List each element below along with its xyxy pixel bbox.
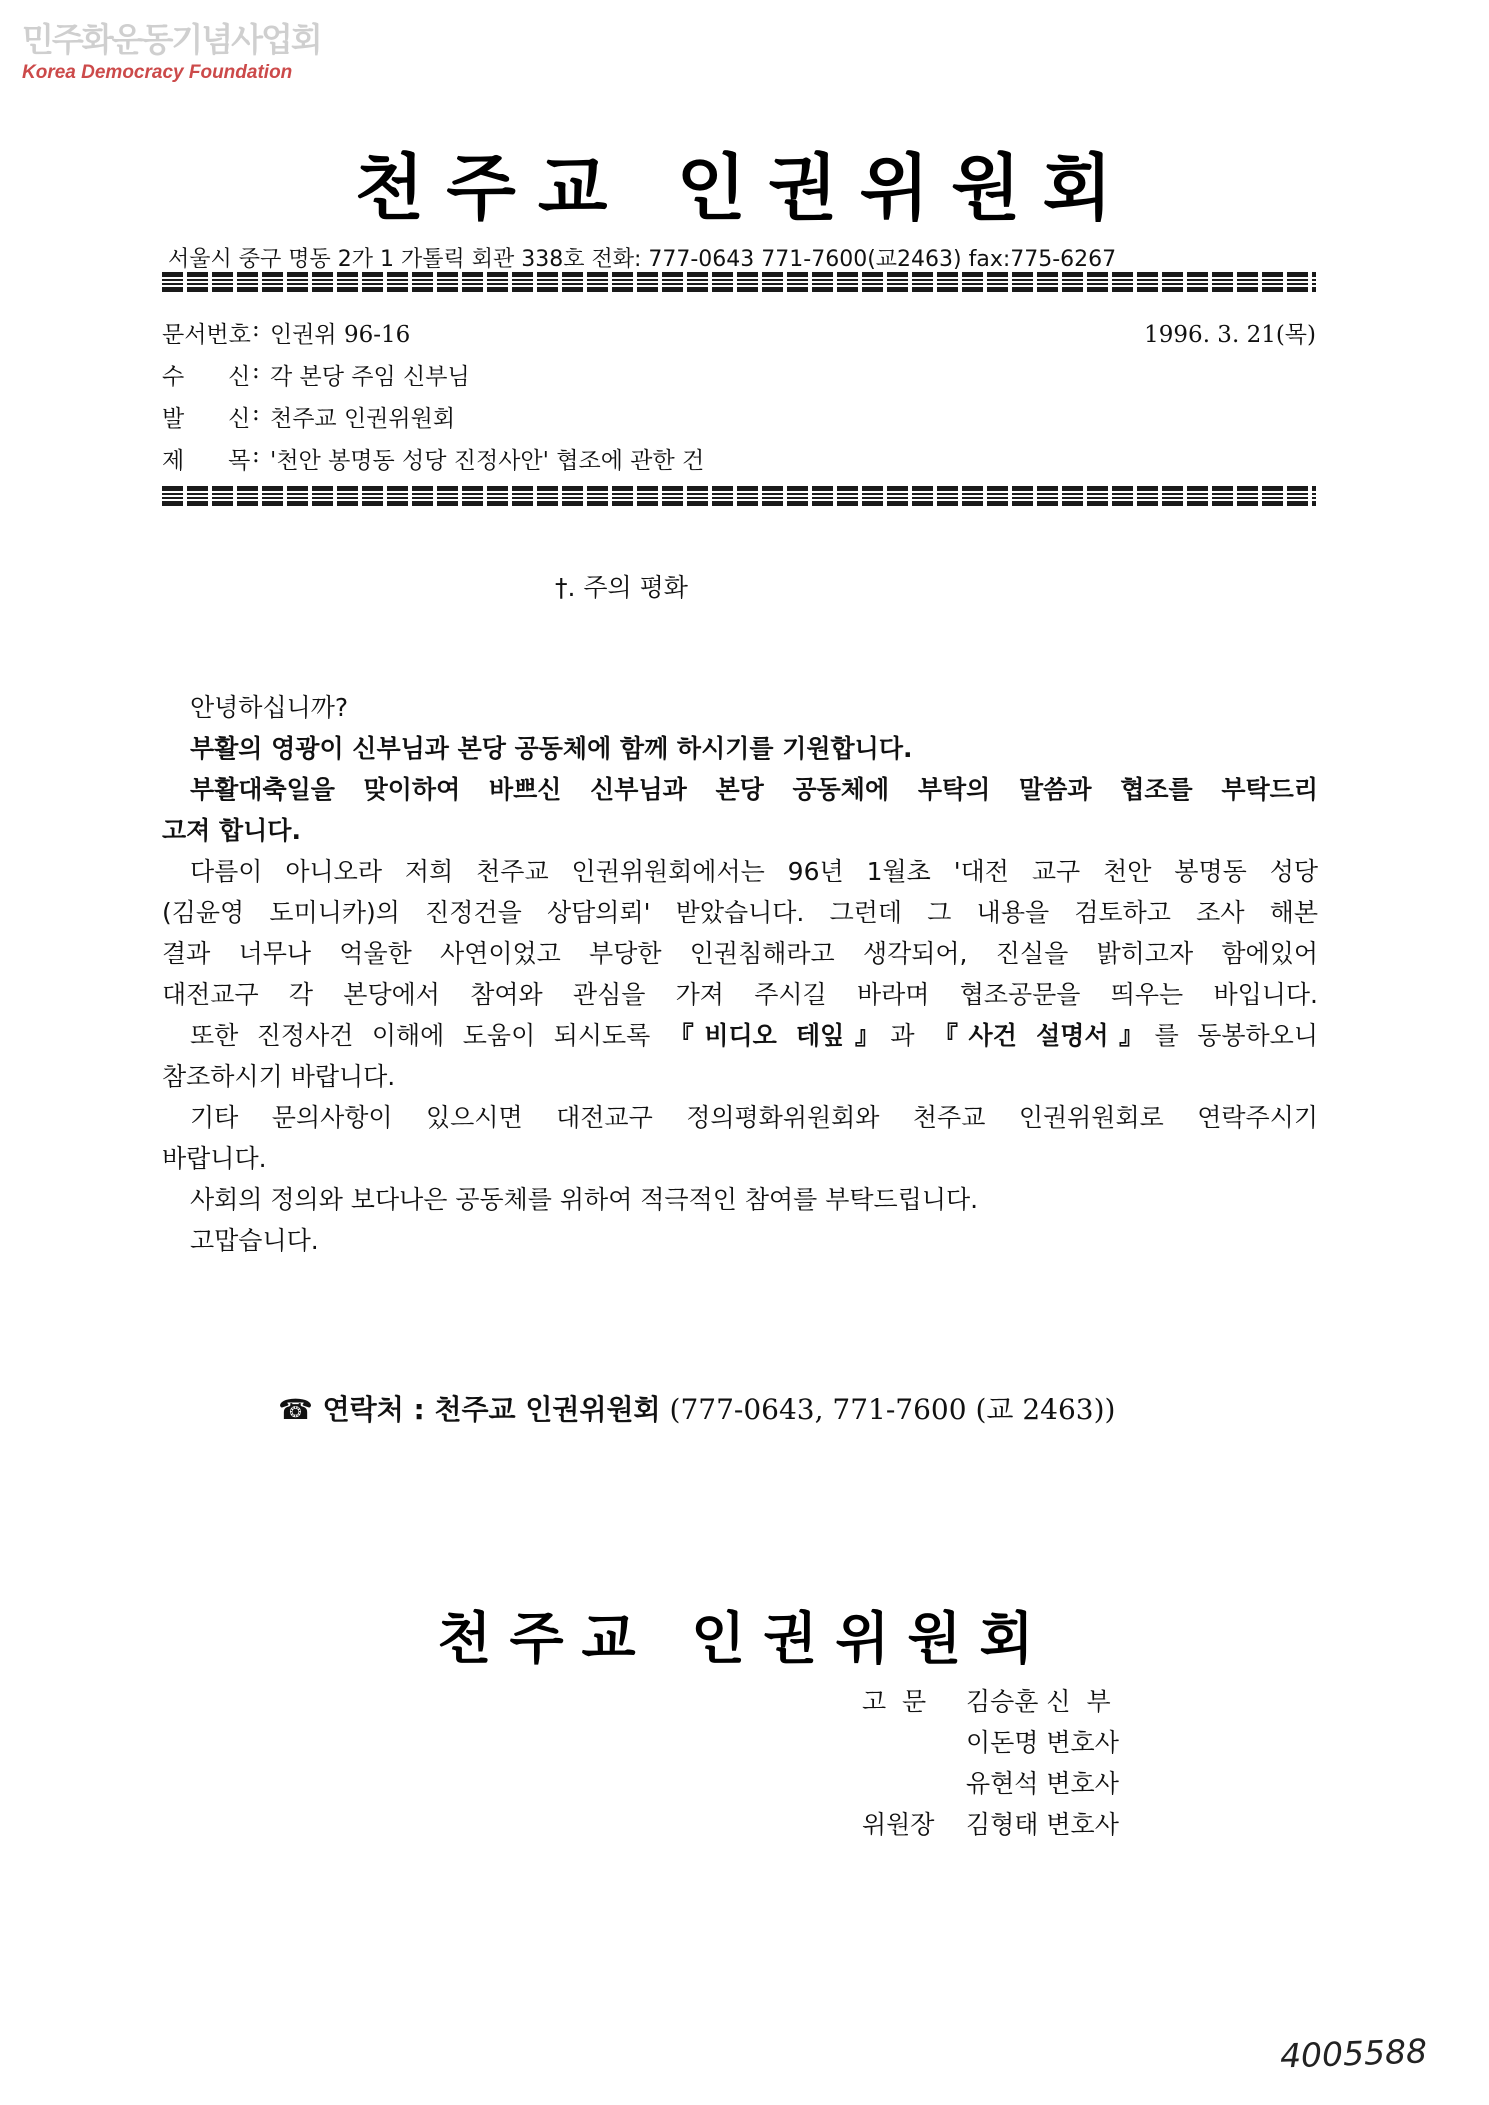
body-line	[190, 1016, 1318, 1052]
body-line: 기타 문의사항이 있으시면 대전교구 정의평화위원회와 천주교 인권위원회로 연락주시기	[190, 1103, 1318, 1132]
subject: '천안 봉명동 성당 진정사안' 협조에 관한 건	[270, 448, 705, 474]
signatory-name: 김승훈 신 부	[966, 1687, 1111, 1716]
body-line: 부활대축일을 맞이하여 바쁘신 신부님과 본당 공동체에 부탁의 말씀과 협조를 부탁드리	[190, 775, 1318, 804]
case-description-ref: 『사건 설명서』	[933, 1021, 1155, 1050]
signatory-name: 유현석 변호사	[966, 1769, 1119, 1798]
subject-label: 제 목	[162, 448, 251, 474]
signatory-name: 김형태 변호사	[966, 1810, 1119, 1839]
body-line: 다름이 아니오라 저희 천주교 인권위원회에서는 96년 1월초 '대전 교구 천안 봉명동 성당	[190, 857, 1318, 886]
colon: :	[252, 358, 260, 384]
body-text: 과	[890, 1021, 934, 1050]
body-line: 결과 너무나 억울한 사연이었고 부당한 인권침해라고 생각되어, 진실을 밝히고자 함에있어	[162, 939, 1318, 968]
doc-date: 1996. 3. 21(목)	[1144, 322, 1316, 348]
body-line: 바랍니다.	[162, 1144, 267, 1173]
recipient: 각 본당 주임 신부님	[270, 364, 470, 390]
body-text: 를 동봉하오니	[1154, 1021, 1318, 1050]
watermark-korean: 민주화운동기념사업회	[22, 20, 321, 59]
video-tape-ref: 『비디오 테잎』	[668, 1021, 891, 1050]
closing-org-title: 천주교 인권위원회	[437, 1606, 1052, 1672]
colon: :	[252, 316, 260, 342]
body-line: 고맙습니다.	[190, 1226, 319, 1255]
greeting: †. 주의 평화	[555, 573, 688, 602]
contact-numbers: (777-0643, 771-7600 (교 2463))	[669, 1393, 1116, 1426]
recipient-label: 수 신	[162, 364, 251, 390]
signatory-role: 위원장	[862, 1810, 935, 1839]
sender-label: 발 신	[162, 406, 251, 432]
watermark-english: Korea Democracy Foundation	[22, 62, 293, 83]
colon: :	[252, 442, 260, 468]
body-line: 부활의 영광이 신부님과 본당 공동체에 함께 하시기를 기원합니다.	[190, 734, 913, 763]
doc-number: 인권위 96-16	[270, 322, 411, 348]
colon: :	[252, 400, 260, 426]
signatory-role: 고 문	[862, 1687, 927, 1716]
doc-number-label: 문서번호	[162, 322, 251, 348]
contact-line	[278, 1388, 1115, 1428]
body-line: (김윤영 도미니카)의 진정건을 상담의뢰' 받았습니다. 그런데 그 내용을 검토하고 조사 해본	[162, 898, 1318, 927]
separator-top	[162, 272, 1316, 292]
sender: 천주교 인권위원회	[270, 406, 456, 432]
body-text: 또한 진정사건 이해에 도움이 되시도록	[190, 1021, 669, 1050]
signatory-name: 이돈명 변호사	[966, 1728, 1119, 1757]
contact-label: ☎ 연락처 : 천주교 인권위원회	[278, 1393, 661, 1426]
body-line: 고져 합니다.	[162, 816, 301, 845]
letterhead-title: 천주교 인권위원회	[354, 145, 1135, 230]
archive-number: 4005588	[1279, 2031, 1428, 2076]
body-line: 사회의 정의와 보다나은 공동체를 위하여 적극적인 참여를 부탁드립니다.	[190, 1185, 979, 1214]
body-line: 안녕하십니까?	[190, 693, 349, 722]
body-line: 대전교구 각 본당에서 참여와 관심을 가져 주시길 바라며 협조공문을 띄우는 바입니다.	[162, 980, 1318, 1009]
separator-bottom	[162, 486, 1316, 506]
address-line: 서울시 중구 명동 2가 1 가톨릭 회관 338호 전화: 777-0643 771-7600(교2463) fax:775-6267	[168, 247, 1117, 272]
body-line: 참조하시기 바랍니다.	[162, 1062, 396, 1091]
